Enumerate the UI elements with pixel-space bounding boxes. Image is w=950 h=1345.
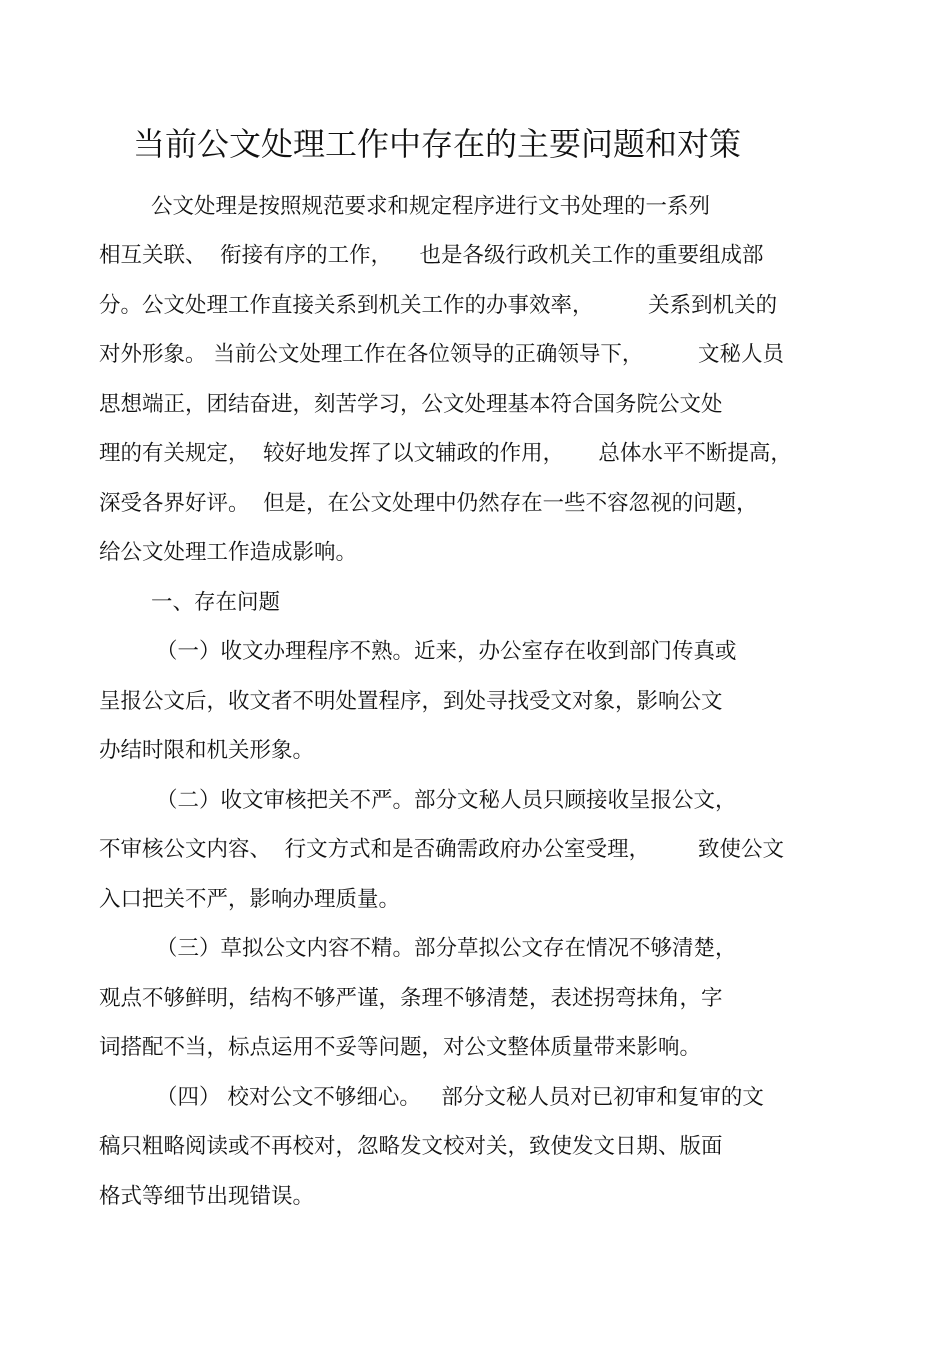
- paragraph-line: 呈报公文后，收文者不明处置程序，到处寻找受文对象，影响公文: [99, 689, 723, 714]
- paragraph-line: 办结时限和机关形象。: [99, 738, 315, 763]
- paragraph-line: 给公文处理工作造成影响。: [99, 540, 358, 565]
- paragraph-line: 不审核公文内容、 行文方式和是否确需政府办公室受理， 致使公文: [99, 837, 785, 862]
- paragraph-line: 入口把关不严，影响办理质量。: [99, 887, 401, 912]
- paragraph-line: 相互关联、 衔接有序的工作， 也是各级行政机关工作的重要组成部: [99, 243, 764, 268]
- paragraph-line: 词搭配不当，标点运用不妥等问题，对公文整体质量带来影响。: [99, 1035, 702, 1060]
- paragraph-line: 思想端正，团结奋进，刻苦学习，公文处理基本符合国务院公文处: [99, 392, 723, 417]
- section-heading: 一、存在问题: [151, 590, 281, 615]
- paragraph-line: 深受各界好评。 但是，在公文处理中仍然存在一些不容忽视的问题，: [99, 491, 758, 516]
- paragraph-line: 分。公文处理工作直接关系到机关工作的办事效率， 关系到机关的: [99, 293, 778, 318]
- paragraph-line: （一）收文办理程序不熟。近来，办公室存在收到部门传真或: [156, 639, 737, 664]
- paragraph-line: （四） 校对公文不够细心。 部分文秘人员对已初审和复审的文: [156, 1085, 764, 1110]
- document-title: 当前公文处理工作中存在的主要问题和对策: [133, 125, 742, 163]
- paragraph-line: （三）草拟公文内容不精。部分草拟公文存在情况不够清楚，: [156, 936, 737, 961]
- paragraph-line: 观点不够鲜明，结构不够严谨，条理不够清楚，表述拐弯抹角，字: [99, 986, 723, 1011]
- paragraph-line: 理的有关规定， 较好地发挥了以文辅政的作用， 总体水平不断提高，: [99, 441, 792, 466]
- paragraph-line: 公文处理是按照规范要求和规定程序进行文书处理的一系列: [151, 194, 711, 219]
- paragraph-line: （二）收文审核把关不严。部分文秘人员只顾接收呈报公文，: [156, 788, 737, 813]
- paragraph-line: 对外形象。 当前公文处理工作在各位领导的正确领导下， 文秘人员: [99, 342, 785, 367]
- paragraph-line: 格式等细节出现错误。: [99, 1184, 315, 1209]
- paragraph-line: 稿只粗略阅读或不再校对，忽略发文校对关，致使发文日期、版面: [99, 1134, 723, 1159]
